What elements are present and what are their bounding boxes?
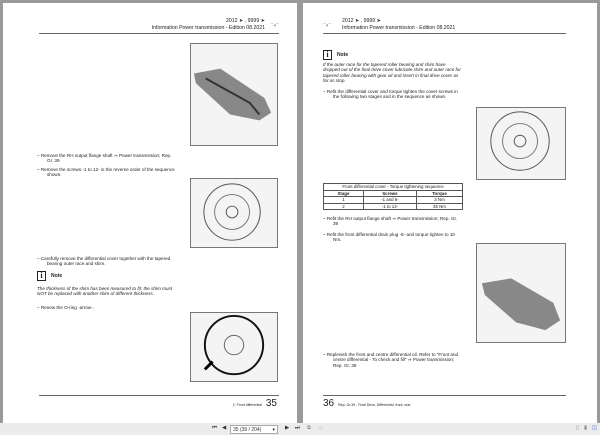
step-text: – Refit the differential cover and torque tighten the cover screws in the following two stages and in the sequence as shown. — [323, 89, 458, 100]
footer-chapter: Rep. Gr.39 - Final Drive, Differential, front, rear — [338, 403, 411, 407]
step-text: – Carefully remove the differential cover together with the tapered bearing outer race and shim. — [37, 256, 171, 267]
step-text: – Refit the RH output flange shaft ⇒ Power transmission; Rep. Gr. 39 — [323, 216, 458, 227]
page-header — [342, 18, 455, 31]
page-number: 36 — [323, 398, 335, 409]
figure-gearbox — [190, 43, 278, 146]
header-model-range: 2012 ➤ , 9999 ➤ — [342, 18, 381, 24]
table-title: Front differential cover - Torque tightening sequence — [324, 184, 463, 191]
torque-table — [323, 183, 463, 210]
viewer-toolbar — [0, 423, 600, 435]
note-header — [323, 50, 348, 60]
table-row — [324, 197, 463, 204]
bentley-logo: ⌒◈⌒ — [270, 23, 279, 27]
bentley-logo: ⌒◈⌒ — [323, 23, 332, 27]
page-number: 35 — [265, 398, 277, 409]
info-icon: i — [37, 271, 46, 281]
copy-icon[interactable]: ⧉ — [307, 425, 311, 431]
column-header: Screws — [363, 190, 416, 197]
last-page-button[interactable]: ⏭ — [295, 425, 300, 431]
cell: -1 and 6- — [363, 197, 416, 204]
note-header — [37, 271, 62, 281]
header-model-range: 2012 ➤ , 9999 ➤ — [226, 18, 265, 24]
continuous-view-icon[interactable]: ▮ — [584, 425, 588, 431]
column-header: Stage — [324, 190, 364, 197]
cell: 3 Nm — [416, 197, 462, 204]
step-text: – Remove the screws -1 to 12- in the reverse order of the sequence shown. — [37, 167, 175, 178]
page-footer — [233, 398, 277, 409]
cell: 2 — [324, 203, 364, 210]
header-title: Information Power transmission - Edition 08.2021 — [151, 24, 265, 31]
note-label: Note — [51, 273, 63, 279]
single-page-view-icon[interactable]: ▯ — [576, 425, 580, 431]
header-title: Information Power transmission - Edition 08.2021 — [342, 24, 456, 31]
step-text: – Renew the O-ring -arrow-. — [37, 305, 94, 310]
figure-screw-sequence — [476, 107, 566, 180]
page-header — [152, 18, 265, 31]
figure-gearbox — [476, 243, 566, 343]
page-footer — [323, 398, 411, 409]
export-icon[interactable]: ▭ — [318, 425, 324, 431]
figure-screw-sequence — [190, 178, 278, 248]
cell: -1 to 12- — [363, 203, 416, 210]
info-icon: i — [323, 50, 332, 60]
first-page-button[interactable]: ⏮ — [212, 425, 217, 431]
page-value: 35 (39 / 204) — [233, 426, 262, 433]
column-header: Torque — [416, 190, 462, 197]
footer-chapter: 2. Front differential — [232, 403, 262, 407]
step-text: – Replenish the front and centre differential oil. Refer to "Front and centre differential - To check and fill" ⇒ Power transmission; Rep. Gr. 39 — [323, 352, 459, 368]
two-page-view-icon[interactable]: ◫ — [592, 425, 598, 431]
table-row — [324, 203, 463, 210]
figure-oring — [190, 312, 278, 382]
note-text: The thickness of the shim has been measured to fit: the shim must NOT be replaced with another shim of different thickness. — [37, 286, 173, 297]
page-number-input[interactable] — [230, 425, 278, 434]
step-text: – Refit the front differential drain plug -6- and torque tighten to 10 Nm. — [323, 232, 455, 243]
right-page — [303, 3, 597, 423]
note-label: Note — [337, 52, 349, 58]
note-text: If the outer race for the tapered roller bearing and shim have dropped out of the final drive cover lubricate shim and outer race for tapered roller bearing with gear oil and insert in final drive cover as far as stop. — [323, 62, 461, 83]
cell: 35 Nm — [416, 203, 462, 210]
next-page-button[interactable]: ▶ — [285, 425, 290, 431]
left-page — [3, 3, 297, 423]
step-text: – Remove the RH output flange shaft ⇒ Power transmission; Rep. Gr. 39 — [37, 153, 172, 164]
cell: 1 — [324, 197, 364, 204]
dropdown-icon[interactable]: ▾ — [272, 426, 275, 433]
prev-page-button[interactable]: ◀ — [222, 425, 227, 431]
